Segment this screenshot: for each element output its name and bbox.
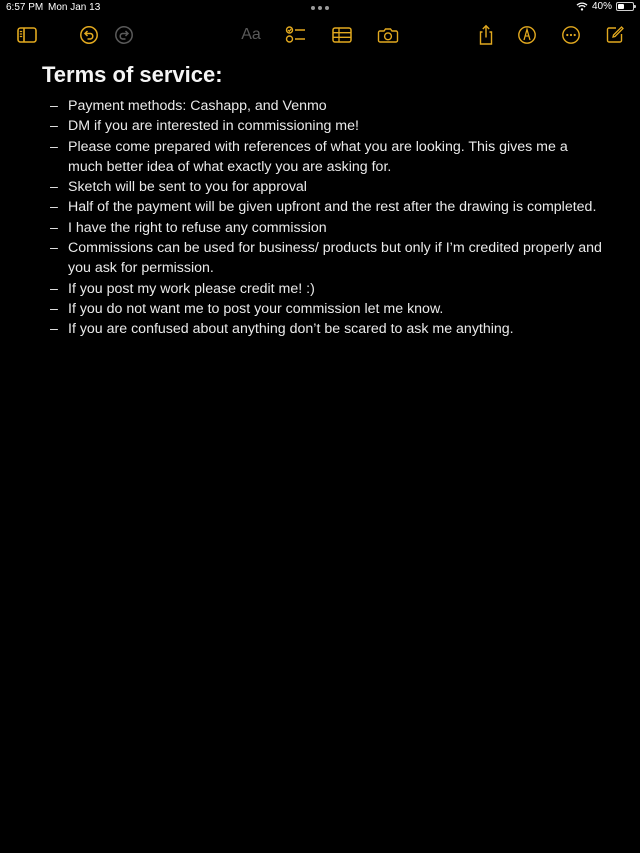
note-list [42, 96, 602, 340]
table-button[interactable] [331, 24, 353, 46]
list-item: – Half of the payment will be given upfront and the rest after the drawing is completed. [50, 199, 597, 216]
list-item-text: Payment methods: Cashapp, and Venmo [68, 98, 327, 114]
table-icon [331, 26, 353, 44]
battery-fill [618, 4, 624, 9]
sidebar-toggle-button[interactable] [16, 24, 38, 46]
share-icon [476, 24, 496, 46]
wifi-icon [576, 2, 588, 11]
list-item-text: If you do not want me to post your commission let me know. [68, 300, 444, 317]
status-date: Mon Jan 13 [48, 2, 101, 13]
list-item-text: Commissions can be used for business/ products but only if I’m credited properly and you ask for permission. [68, 240, 602, 277]
compose-button[interactable] [604, 24, 626, 46]
list-item-text: I have the right to refuse any commission [68, 219, 327, 236]
checklist-icon [285, 25, 307, 45]
share-button[interactable] [475, 24, 497, 46]
camera-icon [377, 26, 399, 44]
redo-button[interactable] [113, 24, 135, 46]
more-button[interactable] [560, 24, 582, 46]
list-item-text: If you are confused about anything don’t be scared to ask me anything. [68, 321, 514, 338]
list-item: – If you are confused about anything don’t be scared to ask me anything. [50, 321, 514, 338]
more-icon [561, 25, 581, 45]
list-item-text: DM if you are interested in commissioning me! [68, 118, 359, 135]
battery-icon [616, 2, 634, 11]
undo-icon [79, 25, 99, 45]
list-item: – DM if you are interested in commissioning me! [50, 118, 359, 135]
list-item: – I have the right to refuse any commission [50, 219, 327, 236]
undo-button[interactable] [78, 24, 100, 46]
status-time: 6:57 PM [6, 2, 44, 13]
markup-icon [517, 25, 537, 45]
note-body[interactable] [42, 60, 602, 340]
list-item-text: If you post my work please credit me! :) [68, 280, 315, 297]
list-item: – Please come prepared with references of what you are looking. This gives me a much better idea of what exactly you are asking for. [50, 138, 568, 175]
list-item-text: Sketch will be sent to you for approval [68, 179, 307, 196]
compose-icon [605, 25, 625, 45]
camera-button[interactable] [377, 24, 399, 46]
status-right [576, 1, 634, 12]
redo-icon [114, 25, 134, 45]
list-item-text: Please come prepared with references of what you are looking. This gives me a much better idea of what exactly you are asking for. [68, 138, 568, 175]
note-title: Terms of service: [42, 62, 223, 87]
status-bar [0, 0, 640, 16]
format-icon: Aa [241, 26, 261, 43]
list-item: – If you post my work please credit me! :) [50, 280, 315, 297]
format-button[interactable] [238, 24, 264, 46]
markup-button[interactable] [516, 24, 538, 46]
list-item-text: Half of the payment will be given upfront and the rest after the drawing is completed. [68, 199, 597, 216]
sidebar-icon [16, 26, 38, 44]
list-item: – Payment methods: Cashapp, and Venmo [50, 98, 327, 114]
battery-percent: 40% [591, 1, 612, 12]
multitasking-dots-icon[interactable] [311, 6, 329, 10]
checklist-button[interactable] [285, 24, 307, 46]
list-item: – If you do not want me to post your commission let me know. [50, 300, 444, 317]
list-item: – Commissions can be used for business/ products but only if I’m credited properly and you ask for permission. [50, 240, 602, 277]
list-item: – Sketch will be sent to you for approval [50, 179, 307, 196]
